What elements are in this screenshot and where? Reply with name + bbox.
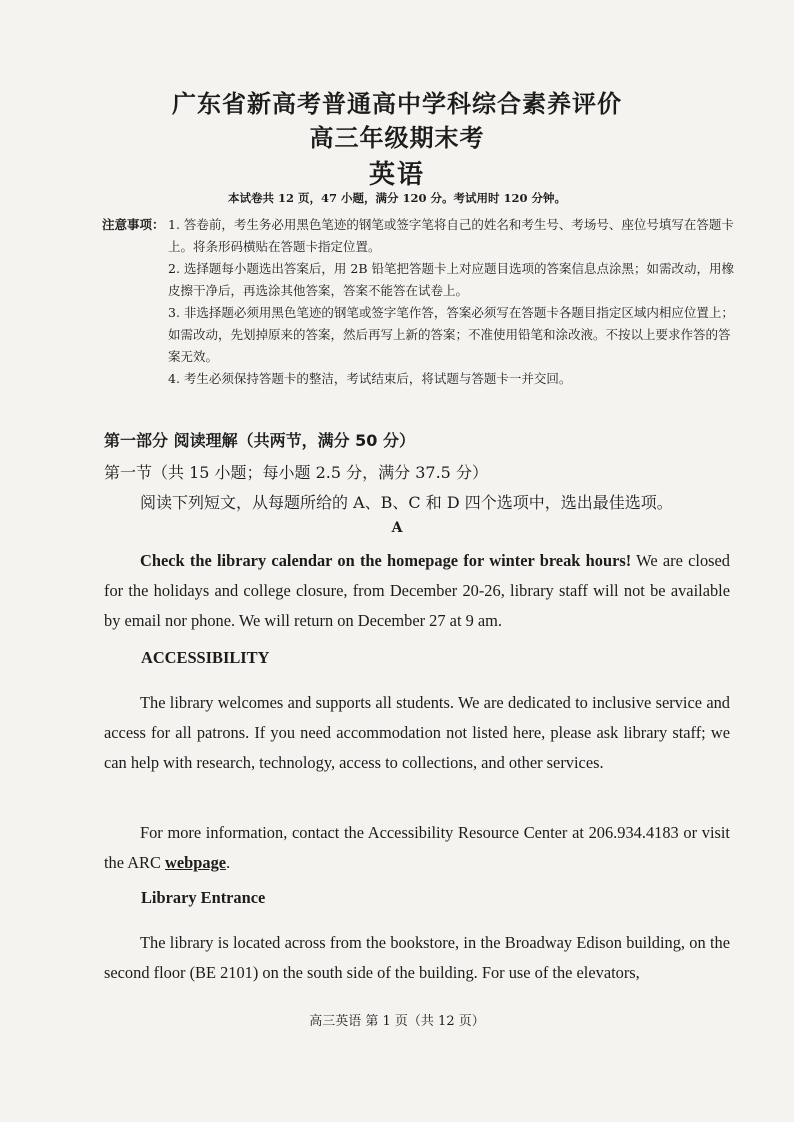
passage-paragraph xyxy=(104,928,730,988)
passage-text: The library welcomes and supports all students. We are dedicated to inclusive service and access for all patrons. If you need accommodation not listed here, please ask library staff; we can help with research, technology, access to collections, and other services. xyxy=(104,693,730,772)
section-heading: 第一部分 阅读理解（共两节，满分 50 分） xyxy=(104,431,415,450)
page-footer: 高三英语 第 1 页（共 12 页） xyxy=(309,1014,485,1029)
section-subheading: 第一节（共 15 小题；每小题 2.5 分，满分 37.5 分） xyxy=(104,463,488,482)
passage-letter: A xyxy=(391,520,403,536)
passage-paragraph xyxy=(104,546,730,636)
passage-highlight: Check the library calendar on the homepage for winter break hours! xyxy=(140,551,632,570)
section-instruction: 阅读下列短文，从每题所给的 A、B、C 和 D 四个选项中，选出最佳选项。 xyxy=(140,493,673,512)
library-entrance-heading: Library Entrance xyxy=(141,888,266,907)
instruction-item: 3. 非选择题必须用黑色笔迹的钢笔或签字笔作答，答案必须写在答题卡各题目指定区域内相应位置上；如需改动，先划掉原来的答案，然后再写上新的答案；不准使用铅笔和涂改液。不按以上要求作答的答案无效。 xyxy=(168,305,734,364)
passage-text: We are closed for the holidays and college closure, from December 20-26, library staff will not be available by email nor phone. We will return on December 27 at 9 am. xyxy=(104,551,731,630)
arc-webpage-link[interactable]: webpage xyxy=(165,853,227,872)
instruction-item: 2. 选择题每小题选出答案后，用 2B 铅笔把答题卡上对应题目选项的答案信息点涂黑；如需改动，用橡皮擦干净后，再选涂其他答案，答案不能答在试卷上。 xyxy=(168,261,734,298)
passage-text-end: . xyxy=(226,853,231,872)
accessibility-heading: ACCESSIBILITY xyxy=(141,648,270,667)
exam-subject: 英语 xyxy=(368,160,425,190)
passage-text: The library is located across from the bookstore, in the Broadway Edison building, on the second floor (BE 2101) on the south side of the building. For use of the elevators, xyxy=(104,933,730,982)
passage-paragraph xyxy=(104,688,730,778)
exam-title: 广东省新高考普通高中学科综合素养评价 xyxy=(172,89,622,118)
instruction-item: 4. 考生必须保持答题卡的整洁，考试结束后，将试题与答题卡一并交回。 xyxy=(168,371,572,386)
exam-grade: 高三年级期末考 xyxy=(309,123,485,152)
instruction-item: 1. 答卷前，考生务必用黑色笔迹的钢笔或签字笔将自己的姓名和考生号、考场号、座位号填写在答题卡上。将条形码横贴在答题卡指定位置。 xyxy=(168,217,734,254)
passage-text: For more information, contact the Accessibility Resource Center at 206.934.4183 or visit the ARC xyxy=(104,823,730,872)
exam-meta: 本试卷共 12 页，47 小题，满分 120 分。考试用时 120 分钟。 xyxy=(227,191,567,205)
instructions-label: 注意事项： xyxy=(102,217,165,232)
passage-paragraph xyxy=(104,818,730,878)
